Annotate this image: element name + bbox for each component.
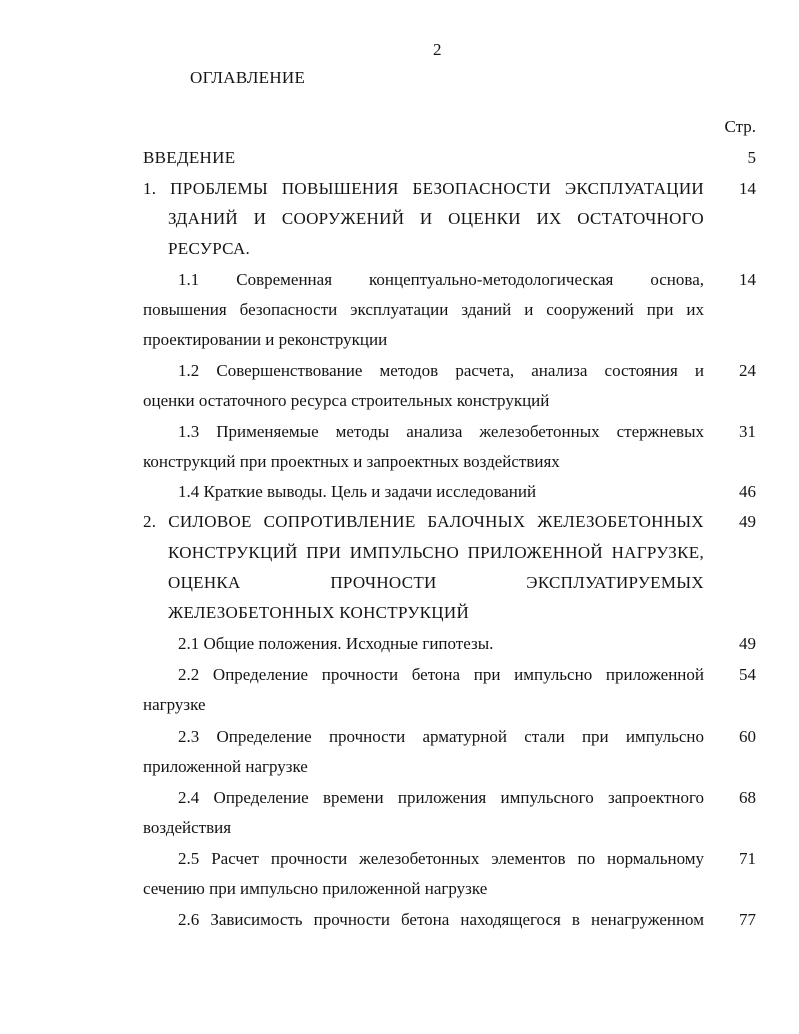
toc-page-number: 24 bbox=[739, 361, 756, 380]
toc-entry-line: ЗДАНИЙ И СООРУЖЕНИЙ И ОЦЕНКИ ИХ ОСТАТОЧНОГО bbox=[168, 209, 704, 228]
toc-entry-line: КОНСТРУКЦИЙ ПРИ ИМПУЛЬСНО ПРИЛОЖЕННОЙ НАГРУЗКЕ, bbox=[168, 543, 704, 562]
toc-entry-line: 1. ПРОБЛЕМЫ ПОВЫШЕНИЯ БЕЗОПАСНОСТИ ЭКСПЛУАТАЦИИ bbox=[143, 179, 704, 198]
toc-page-number: 60 bbox=[739, 727, 756, 746]
toc-entry-line: нагрузке bbox=[143, 695, 206, 714]
toc-page-number: 46 bbox=[739, 482, 756, 501]
toc-page-number: 54 bbox=[739, 665, 756, 684]
toc-entry-line: 1.2 Совершенствование методов расчета, анализа состояния и bbox=[178, 361, 704, 380]
page-column-label: Стр. bbox=[724, 117, 756, 136]
toc-entry-line: оценки остаточного ресурса строительных конструкций bbox=[143, 391, 550, 410]
toc-title: ОГЛАВЛЕНИЕ bbox=[190, 68, 306, 87]
toc-page-number: 5 bbox=[747, 148, 756, 167]
toc-entry-line: 1.1 Современная концептуально-методологическая основа, bbox=[178, 270, 704, 289]
toc-entry-line: 2.1 Общие положения. Исходные гипотезы. bbox=[178, 634, 494, 653]
toc-entry-line: приложенной нагрузке bbox=[143, 757, 308, 776]
toc-page-number: 77 bbox=[739, 910, 756, 929]
toc-entry-line: проектировании и реконструкции bbox=[143, 330, 388, 349]
toc-page-number: 14 bbox=[739, 270, 756, 289]
toc-page-number: 14 bbox=[739, 179, 756, 198]
toc-entry-line: воздействия bbox=[143, 818, 232, 837]
toc-entry-line: ВВЕДЕНИЕ bbox=[143, 148, 236, 167]
toc-entry-line: ОЦЕНКА ПРОЧНОСТИ ЭКСПЛУАТИРУЕМЫХ bbox=[168, 573, 704, 592]
toc-entry-line: 2.2 Определение прочности бетона при импульсно приложенной bbox=[178, 665, 704, 684]
toc-entry-line: 1.4 Краткие выводы. Цель и задачи исследований bbox=[178, 482, 537, 501]
toc-entry-line: повышения безопасности эксплуатации зданий и сооружений при их bbox=[143, 300, 704, 319]
toc-entry-line: 2.6 Зависимость прочности бетона находящегося в ненагруженном bbox=[178, 910, 704, 929]
toc-entry-line: РЕСУРСА. bbox=[168, 239, 251, 258]
toc-entry-line: 2.5 Расчет прочности железобетонных элементов по нормальному bbox=[178, 849, 704, 868]
toc-entry-line: 2. СИЛОВОЕ СОПРОТИВЛЕНИЕ БАЛОЧНЫХ ЖЕЛЕЗОБЕТОННЫХ bbox=[143, 512, 704, 531]
page-number: 2 bbox=[433, 40, 442, 59]
toc-page-number: 71 bbox=[739, 849, 756, 868]
toc-entry-line: сечению при импульсно приложенной нагрузке bbox=[143, 879, 488, 898]
toc-entry-line: 1.3 Применяемые методы анализа железобетонных стержневых bbox=[178, 422, 704, 441]
toc-page-number: 31 bbox=[739, 422, 756, 441]
toc-page-number: 49 bbox=[739, 512, 756, 531]
toc-entry-line: 2.4 Определение времени приложения импульсного запроектного bbox=[178, 788, 704, 807]
toc-entry-line: 2.3 Определение прочности арматурной стали при импульсно bbox=[178, 727, 704, 746]
toc-page-number: 49 bbox=[739, 634, 756, 653]
toc-entry-line: конструкций при проектных и запроектных воздействиях bbox=[143, 452, 560, 471]
toc-page-number: 68 bbox=[739, 788, 756, 807]
toc-entry-line: ЖЕЛЕЗОБЕТОННЫХ КОНСТРУКЦИЙ bbox=[168, 603, 470, 622]
